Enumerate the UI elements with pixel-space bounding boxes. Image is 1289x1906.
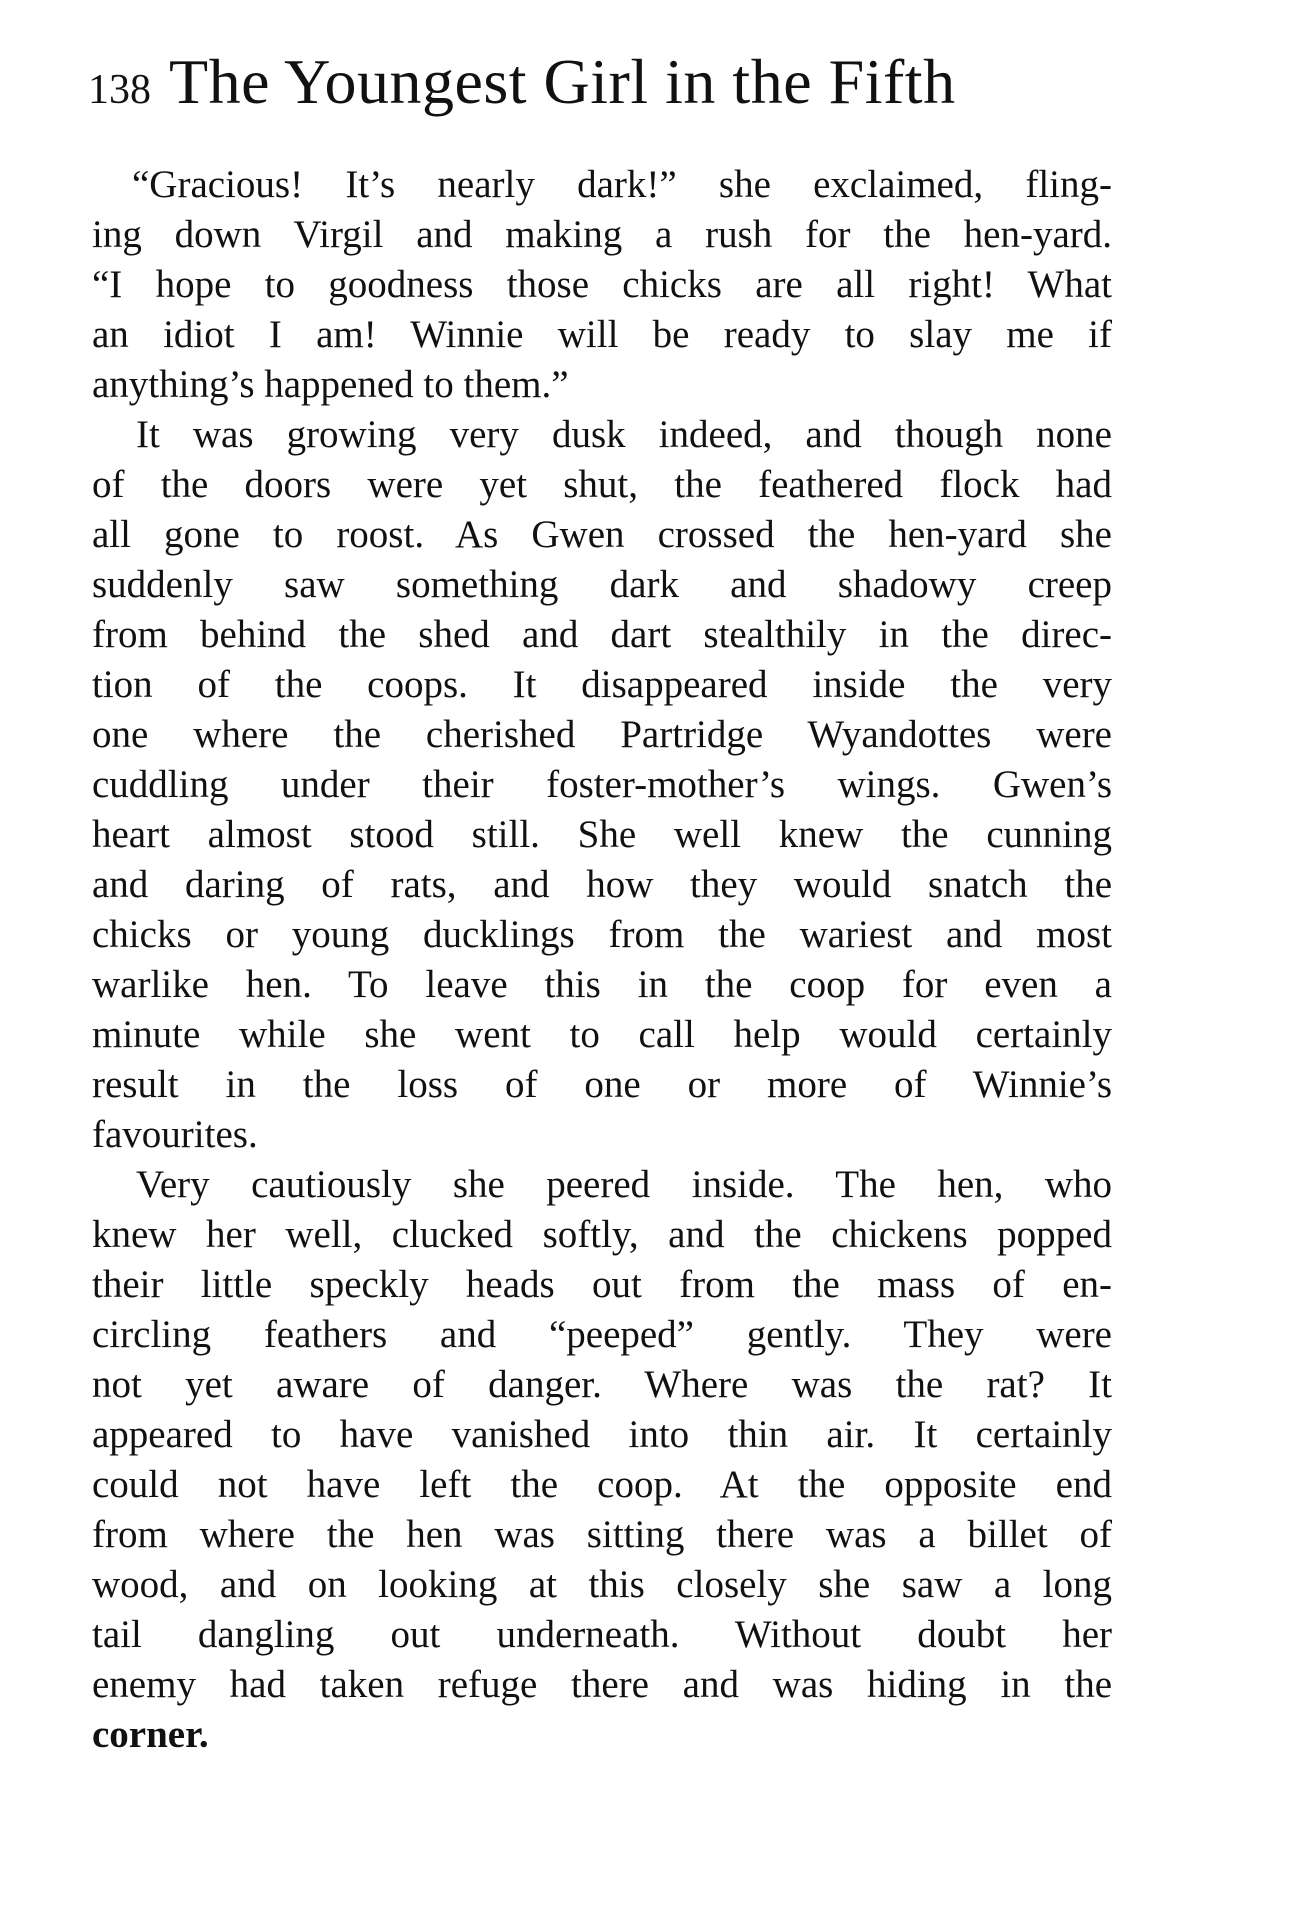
body-text [92,160,1112,1760]
paragraph-3 [92,1160,1112,1760]
text-line: corner. [92,1713,209,1756]
text-line: wood, and on looking at this closely she saw a long [92,1563,1112,1606]
text-line: one where the cherished Partridge Wyandottes were [92,713,1112,756]
text-line: tail dangling out underneath. Without doubt her [92,1613,1112,1656]
text-line: Very cautiously she peered inside. The hen, who [136,1163,1112,1206]
page-header [88,46,1128,117]
text-line: circling feathers and “peeped” gently. They were [92,1313,1112,1356]
text-line: from where the hen was sitting there was a billet of [92,1513,1112,1556]
text-line: chicks or young ducklings from the wariest and most [92,913,1112,956]
text-line: tion of the coops. It disappeared inside the very [92,663,1112,706]
text-line: cuddling under their foster-mother’s wings. Gwen’s [92,763,1112,806]
text-line: not yet aware of danger. Where was the rat? It [92,1363,1112,1406]
paragraph-1 [92,160,1112,410]
text-line: “I hope to goodness those chicks are all right! What [92,263,1112,306]
text-line: appeared to have vanished into thin air. It certainly [92,1413,1112,1456]
text-line: from behind the shed and dart stealthily in the direc- [92,613,1112,656]
text-line: ing down Virgil and making a rush for the hen-yard. [92,213,1112,256]
text-line: anything’s happened to them.” [92,363,569,406]
paragraph-2 [92,410,1112,1160]
page-number: 138 [88,67,151,113]
text-line: and daring of rats, and how they would snatch the [92,863,1112,906]
text-line: heart almost stood still. She well knew the cunning [92,813,1112,856]
text-line: It was growing very dusk indeed, and though none [136,413,1112,456]
text-line: enemy had taken refuge there and was hiding in the [92,1663,1112,1706]
text-line: result in the loss of one or more of Winnie’s [92,1063,1112,1106]
text-line: of the doors were yet shut, the feathered flock had [92,463,1112,506]
text-line: could not have left the coop. At the opposite end [92,1463,1112,1506]
running-title: The Youngest Girl in the Fifth [169,46,956,117]
text-line: knew her well, clucked softly, and the chickens popped [92,1213,1112,1256]
text-line: their little speckly heads out from the mass of en- [92,1263,1112,1306]
text-line: all gone to roost. As Gwen crossed the hen-yard she [92,513,1112,556]
text-line: suddenly saw something dark and shadowy creep [92,563,1112,606]
text-line: minute while she went to call help would certainly [92,1013,1112,1056]
text-line: warlike hen. To leave this in the coop for even a [92,963,1112,1006]
text-line: “Gracious! It’s nearly dark!” she exclaimed, fling- [132,163,1112,206]
text-line: an idiot I am! Winnie will be ready to slay me if [92,313,1112,356]
text-line: favourites. [92,1113,258,1156]
